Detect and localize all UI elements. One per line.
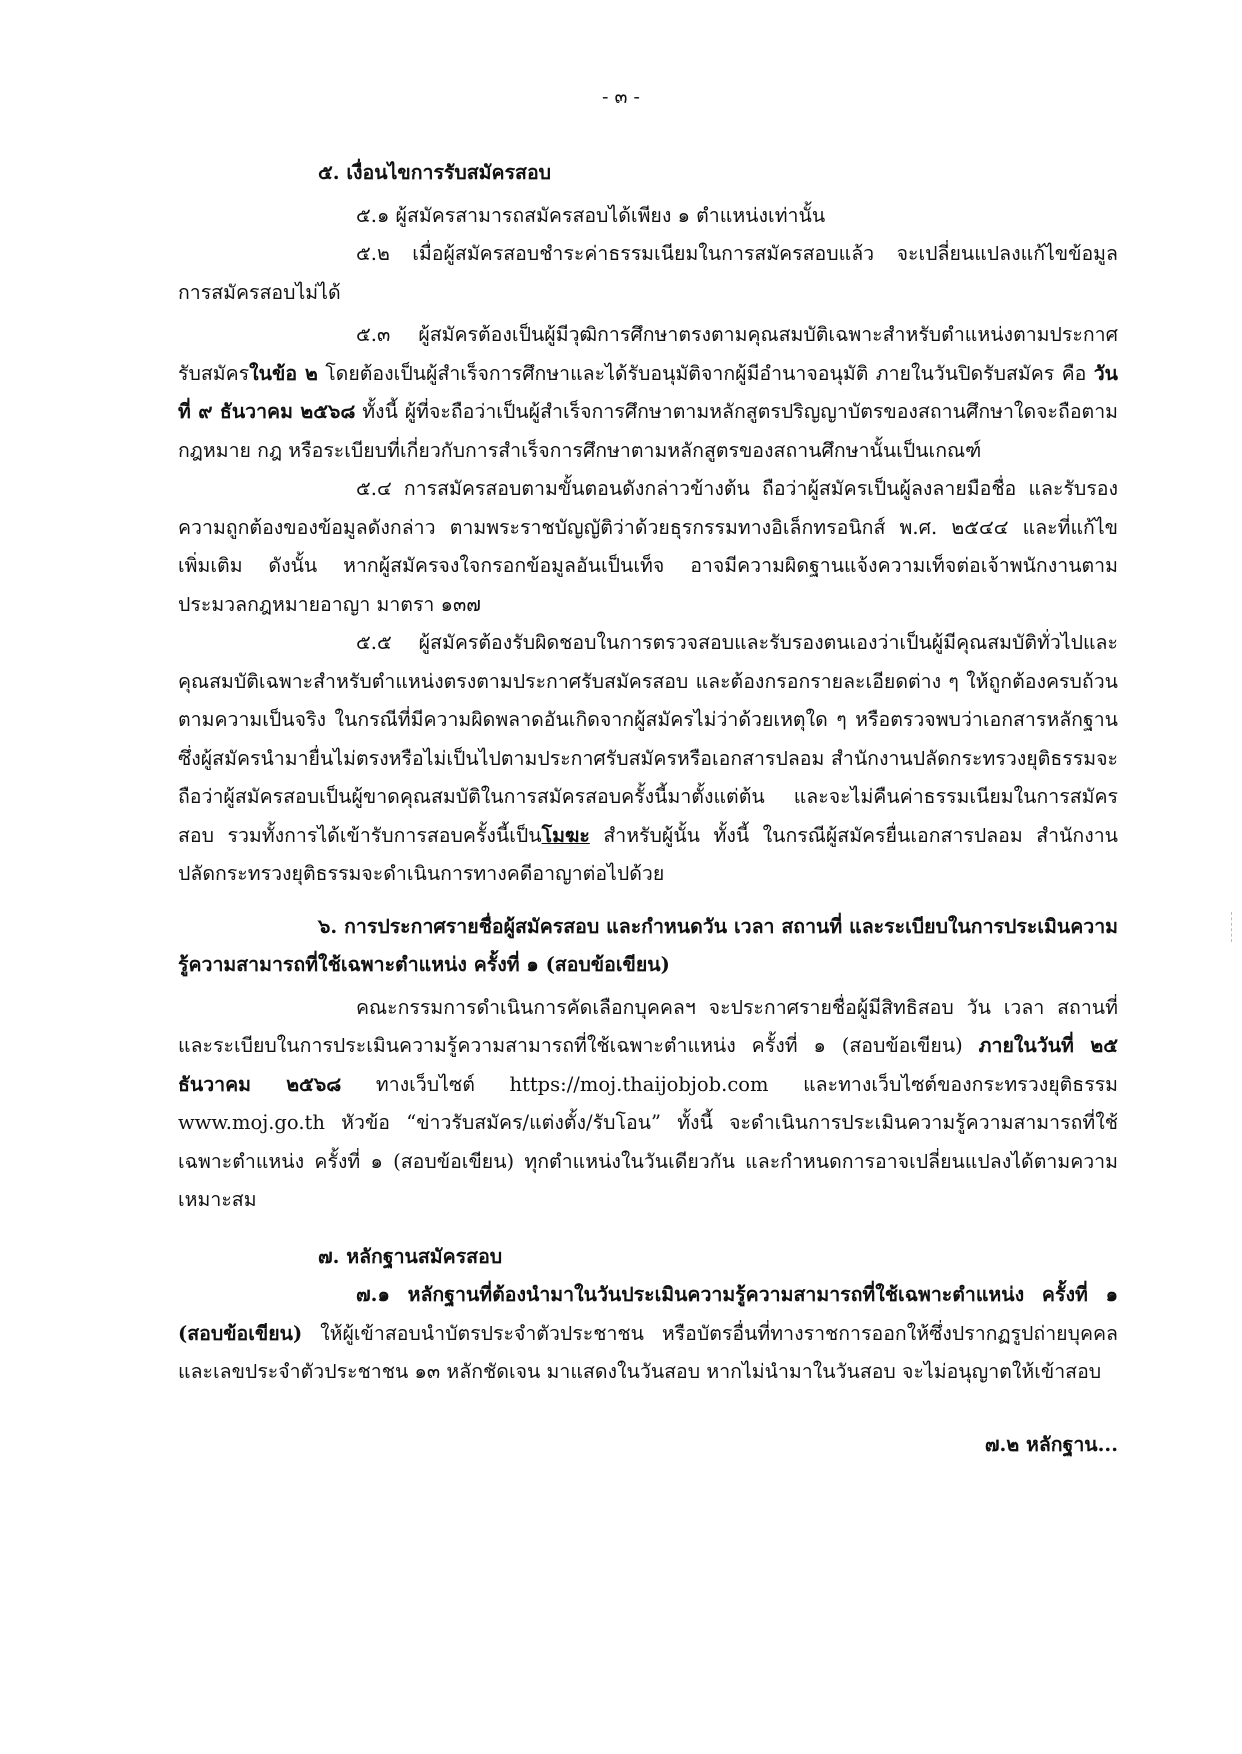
section-5-5-text-c: สำหรับผู้นั้น ทั้งนี้ ในกรณีผู้สมัครยื่นเอกสารปลอม สำนักงานปลัดกระทรวงยุติธรรมจะดำเนินการทางคดีอาญาต่อไปด้วย	[178, 823, 1118, 885]
section-7-1-text: ให้ผู้เข้าสอบนำบัตรประจำตัวประชาชน หรือบัตรอื่นที่ทางราชการออกให้ซึ่งปรากฏรูปถ่ายบุคคลและเลขประจำตัวประชาชน ๑๓ หลักชัดเจน มาแสดงในวันสอบ หากไม่นำมาในวันสอบ จะไม่อนุญาตให้เข้าสอบ	[178, 1321, 1118, 1383]
page-number: - ๓ -	[602, 86, 640, 108]
section-5-5-text-a: ๕.๕ ผู้สมัครต้องรับผิดชอบในการตรวจสอบและรับรองตนเองว่าเป็นผู้มีคุณสมบัติทั่วไปและคุณสมบัติเฉพาะสำหรับตำแหน่งตรงตามประกาศรับสมัครสอบ และต้องกรอกรายละเอียดต่าง ๆ ให้ถูกต้องครบถ้วนตามความเป็นจริง ในกรณีที่มีความผิดพลาดอันเกิดจากผู้สมัครไม่ว่าด้วยเหตุใด ๆ หรือตรวจพบว่าเอกสารหลักฐาน ซึ่งผู้สมัครนำมายื่นไม่ตรงหรือไม่เป็นไปตามประกาศรับสมัครหรือเอกสารปลอม สำนักงานปลัดกระทรวงยุติธรรมจะถือว่าผู้สมัครสอบเป็นผู้ขาดคุณสมบัติในการสมัครสอบครั้งนี้มาตั้งแต่ต้น และจะไม่คืนค่าธรรมเนียมในการสมัครสอบ รวมทั้งการได้เข้ารับการสอบครั้งนี้เป็น	[178, 631, 1118, 847]
section-6-bold-date: ภายในวันที่ ๒๕ ธันวาคม ๒๕๖๘	[178, 1034, 1118, 1096]
section-5-4: ๕.๔ การสมัครสอบตามขั้นตอนดังกล่าวข้างต้น ถือว่าผู้สมัครเป็นผู้ลงลายมือชื่อ และรับรองความถูกต้องของข้อมูลดังกล่าว ตามพระราชบัญญัติว่าด้วยธุรกรรมทางอิเล็กทรอนิกส์ พ.ศ. ๒๕๔๔ และที่แก้ไขเพิ่มเติม ดังนั้น หากผู้สมัครจงใจกรอกข้อมูลอันเป็นเท็จ อาจมีความผิดฐานแจ้งความเท็จต่อเจ้าพนักงานตามประมวลกฎหมายอาญา มาตรา ๑๓๗	[178, 477, 1118, 616]
section-5-1: ๕.๑ ผู้สมัครสามารถสมัครสอบได้เพียง ๑ ตำแหน่งเท่านั้น	[356, 203, 826, 227]
section-5-3	[178, 316, 1118, 470]
section-5-3-text-e: ทั้งนี้ ผู้ที่จะถือว่าเป็นผู้สำเร็จการศึกษาตามหลักสูตรปริญญาบัตรของสถานศึกษาใดจะถือตามกฎหมาย กฎ หรือระเบียบที่เกี่ยวกับการสำเร็จการศึกษาตามหลักสูตรของสถานศึกษานั้นเป็นเกณฑ์	[178, 400, 1119, 462]
section-7-1	[178, 1276, 1118, 1392]
section-6-heading: ๖. การประกาศรายชื่อผู้สมัครสอบ และกำหนดวัน เวลา สถานที่ และระเบียบในการประเมินความรู้ความสามารถที่ใช้เฉพาะตำแหน่ง ครั้งที่ ๑ (สอบข้อเขียน)	[178, 914, 1118, 976]
section-6-text-c: ทางเว็บไซต์ https://moj.thaijobjob.com และทางเว็บไซต์ของกระทรวงยุติธรรม www.moj.go.th หัวข้อ “ข่าวรับสมัคร/แต่งตั้ง/รับโอน” ทั้งนี้ จะดำเนินการประเมินความรู้ความสามารถที่ใช้เฉพาะตำแหน่ง ครั้งที่ ๑ (สอบข้อเขียน) ทุกตำแหน่งในวันเดียวกัน และกำหนดการอาจเปลี่ยนแปลงได้ตามความเหมาะสม	[178, 1072, 1119, 1211]
section-5-heading: ๕. เงื่อนไขการรับสมัครสอบ	[318, 161, 552, 184]
section-7-1-bold: ๗.๑ หลักฐานที่ต้องนำมาในวันประเมินความรู้ความสามารถที่ใช้เฉพาะตำแหน่ง ครั้งที่ ๑ (สอบข้อเขียน)	[178, 1283, 1118, 1345]
section-6-text-a: คณะกรรมการดำเนินการคัดเลือกบุคคลฯ จะประกาศรายชื่อผู้มีสิทธิสอบ วัน เวลา สถานที่และระเบียบในการประเมินความรู้ความสามารถที่ใช้เฉพาะตำแหน่ง ครั้งที่ ๑ (สอบข้อเขียน)	[178, 995, 1118, 1057]
section-7-heading: ๗. หลักฐานสมัครสอบ	[318, 1244, 503, 1268]
continuation-marker: ๗.๒ หลักฐาน...	[984, 1433, 1118, 1456]
section-5-5	[178, 624, 1118, 894]
scan-margin-mark	[1231, 912, 1234, 942]
section-5-3-bold-clause: ในข้อ ๒	[249, 361, 318, 385]
section-5-3-text-c: โดยต้องเป็นผู้สำเร็จการศึกษาและได้รับอนุมัติจากผู้มีอำนาจอนุมัติ ภายในวันปิดรับสมัคร คือ	[317, 361, 1094, 385]
section-5-3-bold-date: วันที่ ๙ ธันวาคม ๒๕๖๘	[178, 361, 1118, 423]
document-body	[178, 154, 1118, 1392]
section-5-3-text-a: ๕.๓ ผู้สมัครต้องเป็นผู้มีวุฒิการศึกษาตรงตามคุณสมบัติเฉพาะสำหรับตำแหน่งตามประกาศรับสมัคร	[178, 323, 1118, 385]
section-5-2: ๕.๒ เมื่อผู้สมัครสอบชำระค่าธรรมเนียมในการสมัครสอบแล้ว จะเปลี่ยนแปลงแก้ไขข้อมูลการสมัครสอบไม่ได้	[178, 242, 1118, 304]
section-5-5-void-term: โมฆะ	[541, 823, 590, 847]
section-6-body	[178, 989, 1118, 1220]
